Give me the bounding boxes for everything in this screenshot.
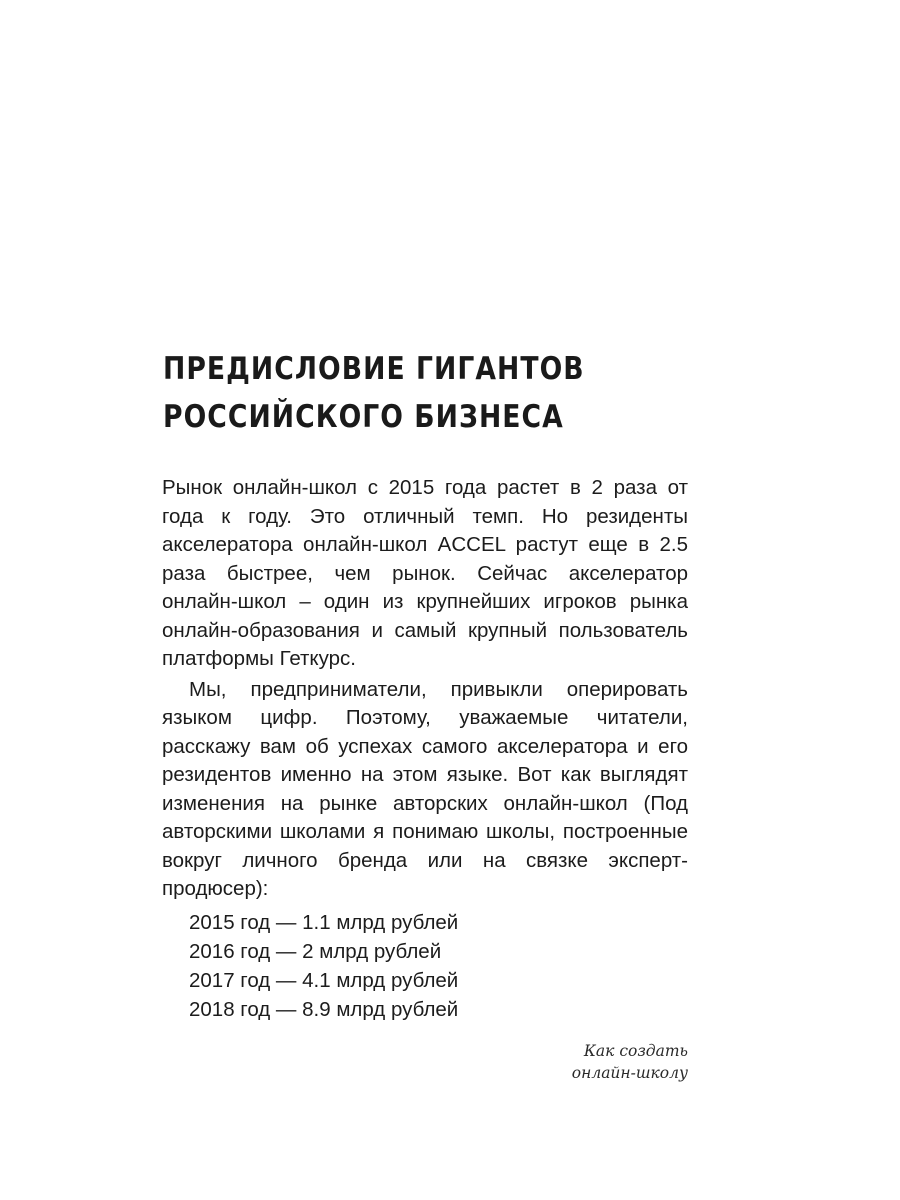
chapter-heading-line-2: РОССИЙСКОГО БИЗНЕСА <box>163 399 564 435</box>
market-stat-2017: 2017 год — 4.1 млрд рублей <box>189 968 459 992</box>
running-footer <box>572 1040 688 1084</box>
market-stat-2016: 2016 год — 2 млрд рублей <box>189 939 442 963</box>
footer-line-1: Как создать <box>583 1042 688 1060</box>
paragraph-intro: Рынок онлайн-школ с 2015 года растет в 2 раза от года к году. Это отличный темп. Но резиденты акселератора онлайн-школ ACCEL растут еще в 2.5 раза быстрее, чем рынок. Сейчас акселератор онлайн-школ – один из крупнейших игроков рынка онлайн-образования и самый крупный пользователь платформы Геткурс. <box>162 476 688 670</box>
paragraph-market: Мы, предприниматели, привыкли оперировать языком цифр. Поэтому, уважаемые читатели, расскажу вам об успехах самого акселератора и его резидентов именно на этом языке. Вот как выглядят изменения на рынке авторских онлайн-школ (Под авторскими школами я понимаю школы, построенные вокруг личного бренда или на связке эксперт-продюсер): <box>162 677 688 900</box>
chapter-heading <box>163 345 645 441</box>
chapter-heading-line-1: ПРЕДИСЛОВИЕ ГИГАНТОВ <box>163 351 585 387</box>
body-text <box>162 474 688 1024</box>
footer-line-2: онлайн-школу <box>571 1064 688 1082</box>
market-stat-2015: 2015 год — 1.1 млрд рублей <box>189 910 459 934</box>
market-stats-list <box>162 908 688 1024</box>
market-stat-2018: 2018 год — 8.9 млрд рублей <box>189 997 459 1021</box>
